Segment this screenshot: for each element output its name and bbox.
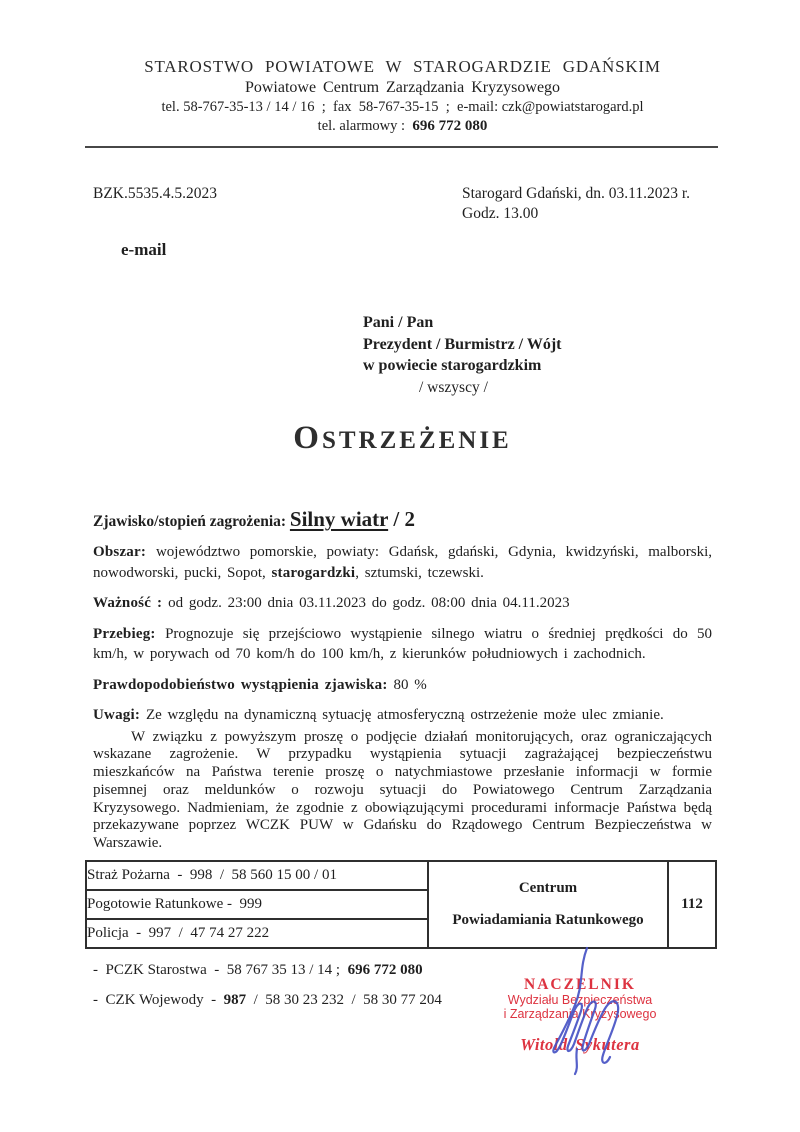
remarks-text: Ze względu na dynamiczną sytuację atmosferyczną ostrzeżenie może ulec zmianie.	[145, 707, 664, 723]
area-text-1: województwo pomorskie, powiaty: Gdańsk, gdański, Gdynia, kwidzyński, malborski, nowodworski, pucki, Sopot,	[93, 544, 712, 581]
remarks-line	[93, 705, 712, 726]
threat-degree: / 2	[388, 507, 415, 531]
pczk-alarm-number: 696 772 080	[347, 962, 423, 979]
organization-name: STAROSTWO POWIATOWE W STAROGARDZIE GDAŃSKIM	[144, 57, 661, 76]
validity-value: od godz. 23:00 dnia 03.11.2023 do godz. 08:00 dnia 04.11.2023	[168, 595, 570, 611]
stamp-department-line2: i Zarządzania Kryzysowego	[503, 1007, 657, 1021]
meta-row	[93, 184, 712, 224]
probability-label: Prawdopodobieństwo wystąpienia zjawiska:	[93, 676, 394, 693]
reference-number: BZK.5535.4.5.2023	[93, 185, 217, 202]
body-paragraph: W związku z powyższym proszę o podjęcie działań monitorujących, oraz ograniczających wskazane zagrożenie. W przypadku wystąpienia sytuacji zagrażającej bezpieczeństwu mieszkańców na Państwa terenie proszę o natychmiastowe przesłanie informacji w formie pisemnej oraz meldunków o rozwoju sytuacji do Powiatowego Centrum Zarządzania Kryzysowego. Nadmieniam, że zgodnie z obowiązującymi procedurami informacje Państwa będą przekazywane poprzez WCZK PUW w Gdańsku do Rządowego Centrum Bezpieczeństwa w Warszawie.	[93, 728, 712, 852]
alarm-phone-number: 696 772 080	[412, 118, 488, 134]
unit-name: Powiatowe Centrum Zarządzania Kryzysowego	[244, 79, 561, 96]
phenomenon-line	[93, 507, 712, 532]
area-text-2: , sztumski, tczewski.	[355, 564, 484, 581]
stamp-signer-name: Witold Sykutera	[520, 1035, 640, 1054]
pczk-contact-text: - PCZK Starostwa - 58 767 35 13 / 14 ;	[93, 962, 348, 979]
probability-line	[93, 675, 712, 696]
fire-brigade-cell: Straż Pożarna - 998 / 58 560 15 00 / 01	[86, 861, 428, 890]
header-divider	[85, 146, 718, 148]
recipient-scope: / wszyscy /	[419, 378, 488, 396]
date-block	[462, 184, 712, 224]
notification-center-line1: Centrum	[518, 880, 578, 897]
area-paragraph	[93, 542, 712, 583]
phenomenon-label: Zjawisko/stopień zagrożenia:	[93, 513, 290, 530]
recipient-district: w powiecie starogardzkim	[363, 357, 542, 374]
recipient-titles: Prezydent / Burmistrz / Wójt	[363, 335, 562, 353]
letterhead	[93, 56, 712, 136]
alarm-phone-line	[93, 117, 712, 136]
czk-contact-suffix: / 58 30 23 232 / 58 30 77 204	[246, 992, 442, 1009]
handwritten-signature	[515, 943, 645, 1078]
table-row	[86, 861, 716, 890]
stamp-position-title: NACZELNIK	[524, 976, 636, 993]
time-of-issue: Godz. 13.00	[462, 205, 539, 222]
contact-line: tel. 58-767-35-13 / 14 / 16 ; fax 58-767-35-15 ; e-mail: czk@powiatstarogard.pl	[161, 99, 644, 115]
recipient-salutation: Pani / Pan	[363, 314, 434, 331]
course-paragraph	[93, 624, 712, 665]
place-and-date: Starogard Gdański, dn. 03.11.2023 r.	[462, 185, 691, 202]
recipient-block	[363, 312, 712, 398]
notification-center-line2: Powiadamiania Ratunkowego	[452, 912, 644, 929]
validity-label: Ważność :	[93, 595, 169, 611]
area-highlighted-county: starogardzki	[271, 564, 356, 581]
emergency-numbers-table	[85, 860, 717, 949]
validity-line	[93, 593, 712, 614]
ambulance-cell: Pogotowie Ratunkowe - 999	[86, 890, 428, 919]
police-cell: Policja - 997 / 47 74 27 222	[86, 919, 428, 948]
emergency-number-cell: 112	[668, 861, 716, 948]
probability-value: 80 %	[393, 676, 427, 693]
remarks-label: Uwagi:	[93, 707, 146, 723]
course-text: Prognozuje się przejściowo wystąpienie silnego wiatru o średniej prędkości do 50 km/h, w porywach od 70 kom/h do 100 km/h, z kierunków południowych i zachodnich.	[93, 625, 712, 662]
notification-center-cell	[428, 861, 668, 948]
czk-short-number: 987	[223, 992, 247, 1009]
delivery-channel: e-mail	[121, 240, 167, 259]
course-label: Przebieg:	[93, 625, 166, 642]
alarm-phone-label: tel. alarmowy :	[317, 118, 413, 134]
czk-contact-text: - CZK Wojewody -	[93, 992, 224, 1009]
phenomenon-value: Silny wiatr	[289, 507, 389, 531]
stamp-department-line1: Wydziału Bezpieczeństwa	[507, 993, 653, 1007]
document-title: OSTRZEŻENIE	[293, 420, 512, 456]
area-label: Obszar:	[93, 544, 156, 560]
